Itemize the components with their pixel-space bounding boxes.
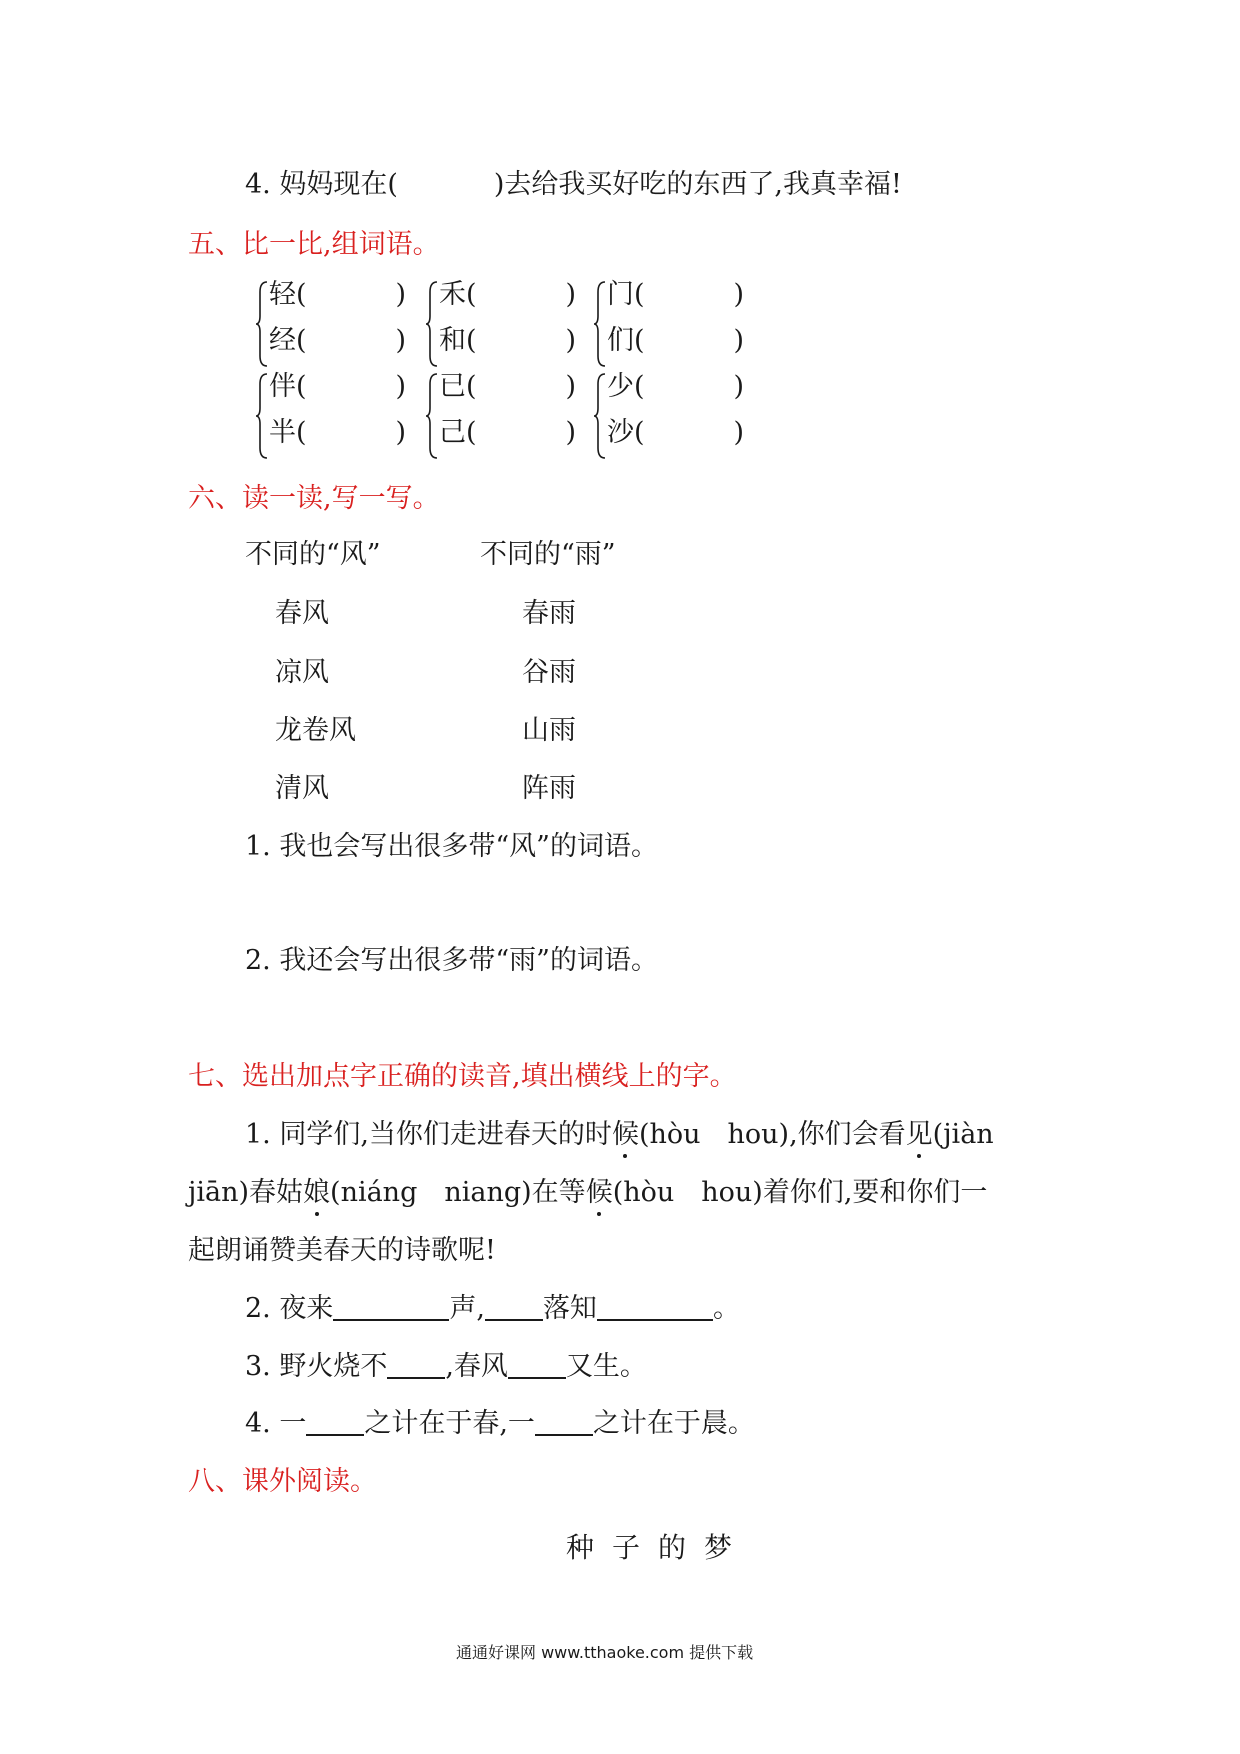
answer-parentheses[interactable] bbox=[466, 416, 576, 450]
left-brace-icon bbox=[255, 280, 269, 368]
compare-char: 沙 bbox=[607, 417, 634, 448]
compare-char: 门 bbox=[607, 279, 634, 310]
proverb-text: 之计在于晨。 bbox=[592, 1408, 755, 1439]
poem-text: ,春风 bbox=[445, 1351, 508, 1382]
close-paren: ) bbox=[733, 371, 744, 402]
answer-parentheses[interactable] bbox=[466, 324, 576, 358]
rain-word: 阵雨 bbox=[522, 773, 576, 804]
word-pair-line bbox=[439, 370, 576, 404]
poem-text: 。 bbox=[712, 1293, 740, 1324]
poem-text: 又生。 bbox=[565, 1351, 647, 1382]
fill-blank[interactable] bbox=[535, 1408, 593, 1436]
word-pair-line bbox=[607, 278, 744, 312]
word-pair-group bbox=[593, 370, 743, 462]
open-paren: ( bbox=[466, 417, 477, 448]
proverb-text: 之计在于春,一 bbox=[364, 1408, 535, 1439]
compare-char: 伴 bbox=[269, 371, 296, 402]
proverb-text: 4. 一 bbox=[245, 1408, 307, 1439]
dotted-char: 候 bbox=[585, 1177, 613, 1208]
word-pair-group bbox=[255, 278, 405, 370]
word-pair-group bbox=[425, 278, 575, 370]
word-pair-line bbox=[269, 416, 406, 450]
pinyin-paragraph-line1 bbox=[245, 1118, 994, 1152]
answer-parentheses[interactable] bbox=[296, 416, 406, 450]
fill-blank[interactable] bbox=[508, 1351, 566, 1379]
pinyin-paragraph-line2 bbox=[188, 1176, 987, 1210]
answer-parentheses[interactable] bbox=[634, 370, 744, 404]
open-paren: ( bbox=[296, 417, 307, 448]
fill-blank[interactable] bbox=[485, 1293, 543, 1321]
word-pair-line bbox=[439, 416, 576, 450]
answer-parentheses[interactable] bbox=[466, 278, 576, 312]
compare-char: 和 bbox=[439, 325, 466, 356]
word-pair-line bbox=[607, 370, 744, 404]
fill-blank[interactable] bbox=[333, 1293, 449, 1321]
open-paren: ( bbox=[296, 279, 307, 310]
word-pair-group bbox=[255, 370, 405, 462]
poem-text: 3. 野火烧不 bbox=[245, 1351, 388, 1382]
left-brace-icon bbox=[425, 280, 439, 368]
compare-char: 禾 bbox=[439, 279, 466, 310]
dotted-char: 候 bbox=[611, 1119, 639, 1150]
close-paren: ) bbox=[395, 417, 406, 448]
close-paren: ) bbox=[395, 371, 406, 402]
wind-task: 1. 我也会写出很多带“风”的词语。 bbox=[245, 831, 658, 862]
word-pair-group bbox=[425, 370, 575, 462]
word-pair-line bbox=[269, 324, 406, 358]
open-paren: ( bbox=[634, 371, 645, 402]
wind-word: 凉风 bbox=[275, 657, 329, 688]
open-paren: ( bbox=[634, 417, 645, 448]
fill-blank[interactable] bbox=[387, 1351, 445, 1379]
wind-word: 清风 bbox=[275, 773, 329, 804]
word-pair-line bbox=[607, 324, 744, 358]
left-brace-icon bbox=[593, 280, 607, 368]
answer-parentheses[interactable] bbox=[296, 370, 406, 404]
left-brace-icon bbox=[425, 372, 439, 460]
poem-text: 2. 夜来 bbox=[245, 1293, 334, 1324]
close-paren: ) bbox=[565, 417, 576, 448]
rain-word: 山雨 bbox=[522, 715, 576, 746]
wind-word: 龙卷风 bbox=[275, 715, 356, 746]
open-paren: ( bbox=[296, 325, 307, 356]
close-paren: ) bbox=[395, 279, 406, 310]
compare-char: 半 bbox=[269, 417, 296, 448]
reading-title: 种子的梦 bbox=[566, 1531, 751, 1564]
pinyin-choice: (niáng niang)在等 bbox=[330, 1177, 586, 1208]
compare-char: 己 bbox=[439, 417, 466, 448]
q4-line bbox=[245, 168, 902, 202]
pinyin-choice: (jiàn bbox=[932, 1119, 994, 1150]
open-paren: ( bbox=[634, 325, 645, 356]
word-pair-line bbox=[269, 278, 406, 312]
open-paren: ( bbox=[466, 279, 477, 310]
close-paren: ) bbox=[565, 325, 576, 356]
answer-parentheses[interactable] bbox=[634, 278, 744, 312]
fill-blank[interactable] bbox=[597, 1293, 713, 1321]
open-paren: ( bbox=[466, 325, 477, 356]
answer-parentheses[interactable] bbox=[466, 370, 576, 404]
answer-parentheses[interactable] bbox=[296, 324, 406, 358]
word-pair-group bbox=[593, 278, 743, 370]
poem-text: 落知 bbox=[542, 1293, 597, 1324]
fill-blank[interactable] bbox=[306, 1408, 364, 1436]
answer-parentheses[interactable] bbox=[296, 278, 406, 312]
section6-heading: 六、读一读,写一写。 bbox=[188, 483, 440, 514]
left-brace-icon bbox=[593, 372, 607, 460]
proverb-fill-4 bbox=[245, 1407, 755, 1441]
pinyin-choice: jiān)春姑 bbox=[188, 1177, 304, 1208]
compare-char: 已 bbox=[439, 371, 466, 402]
rain-word: 谷雨 bbox=[522, 657, 576, 688]
open-paren: ( bbox=[296, 371, 307, 402]
left-brace-icon bbox=[255, 372, 269, 460]
compare-char: 少 bbox=[607, 371, 634, 402]
poem-text: 声, bbox=[449, 1293, 485, 1324]
close-paren: ) bbox=[733, 417, 744, 448]
answer-parentheses[interactable] bbox=[634, 416, 744, 450]
compare-char: 们 bbox=[607, 325, 634, 356]
section8-heading: 八、课外阅读。 bbox=[188, 1466, 377, 1497]
wind-column-header: 不同的“风” bbox=[245, 539, 381, 570]
word-pair-line bbox=[269, 370, 406, 404]
answer-parentheses[interactable] bbox=[634, 324, 744, 358]
paragraph-text: 1. 同学们,当你们走进春天的时 bbox=[245, 1119, 612, 1150]
pinyin-choice: (hòu hou),你们会看 bbox=[638, 1119, 906, 1150]
q4-suffix: )去给我买好吃的东西了,我真幸福! bbox=[493, 169, 902, 200]
poem-fill-3 bbox=[245, 1350, 647, 1384]
compare-char: 经 bbox=[269, 325, 296, 356]
rain-word: 春雨 bbox=[522, 598, 576, 629]
close-paren: ) bbox=[565, 371, 576, 402]
section5-heading: 五、比一比,组词语。 bbox=[188, 229, 440, 260]
pinyin-paragraph-line3: 起朗诵赞美春天的诗歌呢! bbox=[188, 1235, 496, 1266]
section7-heading: 七、选出加点字正确的读音,填出横线上的字。 bbox=[188, 1061, 737, 1092]
wind-word: 春风 bbox=[275, 598, 329, 629]
close-paren: ) bbox=[395, 325, 406, 356]
word-pair-line bbox=[607, 416, 744, 450]
poem-fill-2 bbox=[245, 1292, 740, 1326]
open-paren: ( bbox=[634, 279, 645, 310]
close-paren: ) bbox=[565, 279, 576, 310]
close-paren: ) bbox=[733, 325, 744, 356]
word-pair-line bbox=[439, 278, 576, 312]
rain-column-header: 不同的“雨” bbox=[480, 539, 616, 570]
dotted-char: 娘 bbox=[303, 1177, 331, 1208]
pinyin-choice: (hòu hou)着你们,要和你们一 bbox=[612, 1177, 988, 1208]
rain-task: 2. 我还会写出很多带“雨”的词语。 bbox=[245, 945, 658, 976]
q4-prefix: 4. 妈妈现在( bbox=[245, 169, 398, 200]
compare-char: 轻 bbox=[269, 279, 296, 310]
page-footer: 通通好课网 www.tthaoke.com 提供下载 bbox=[456, 1643, 754, 1662]
close-paren: ) bbox=[733, 279, 744, 310]
word-pair-line bbox=[439, 324, 576, 358]
open-paren: ( bbox=[466, 371, 477, 402]
dotted-char: 见 bbox=[905, 1119, 933, 1150]
